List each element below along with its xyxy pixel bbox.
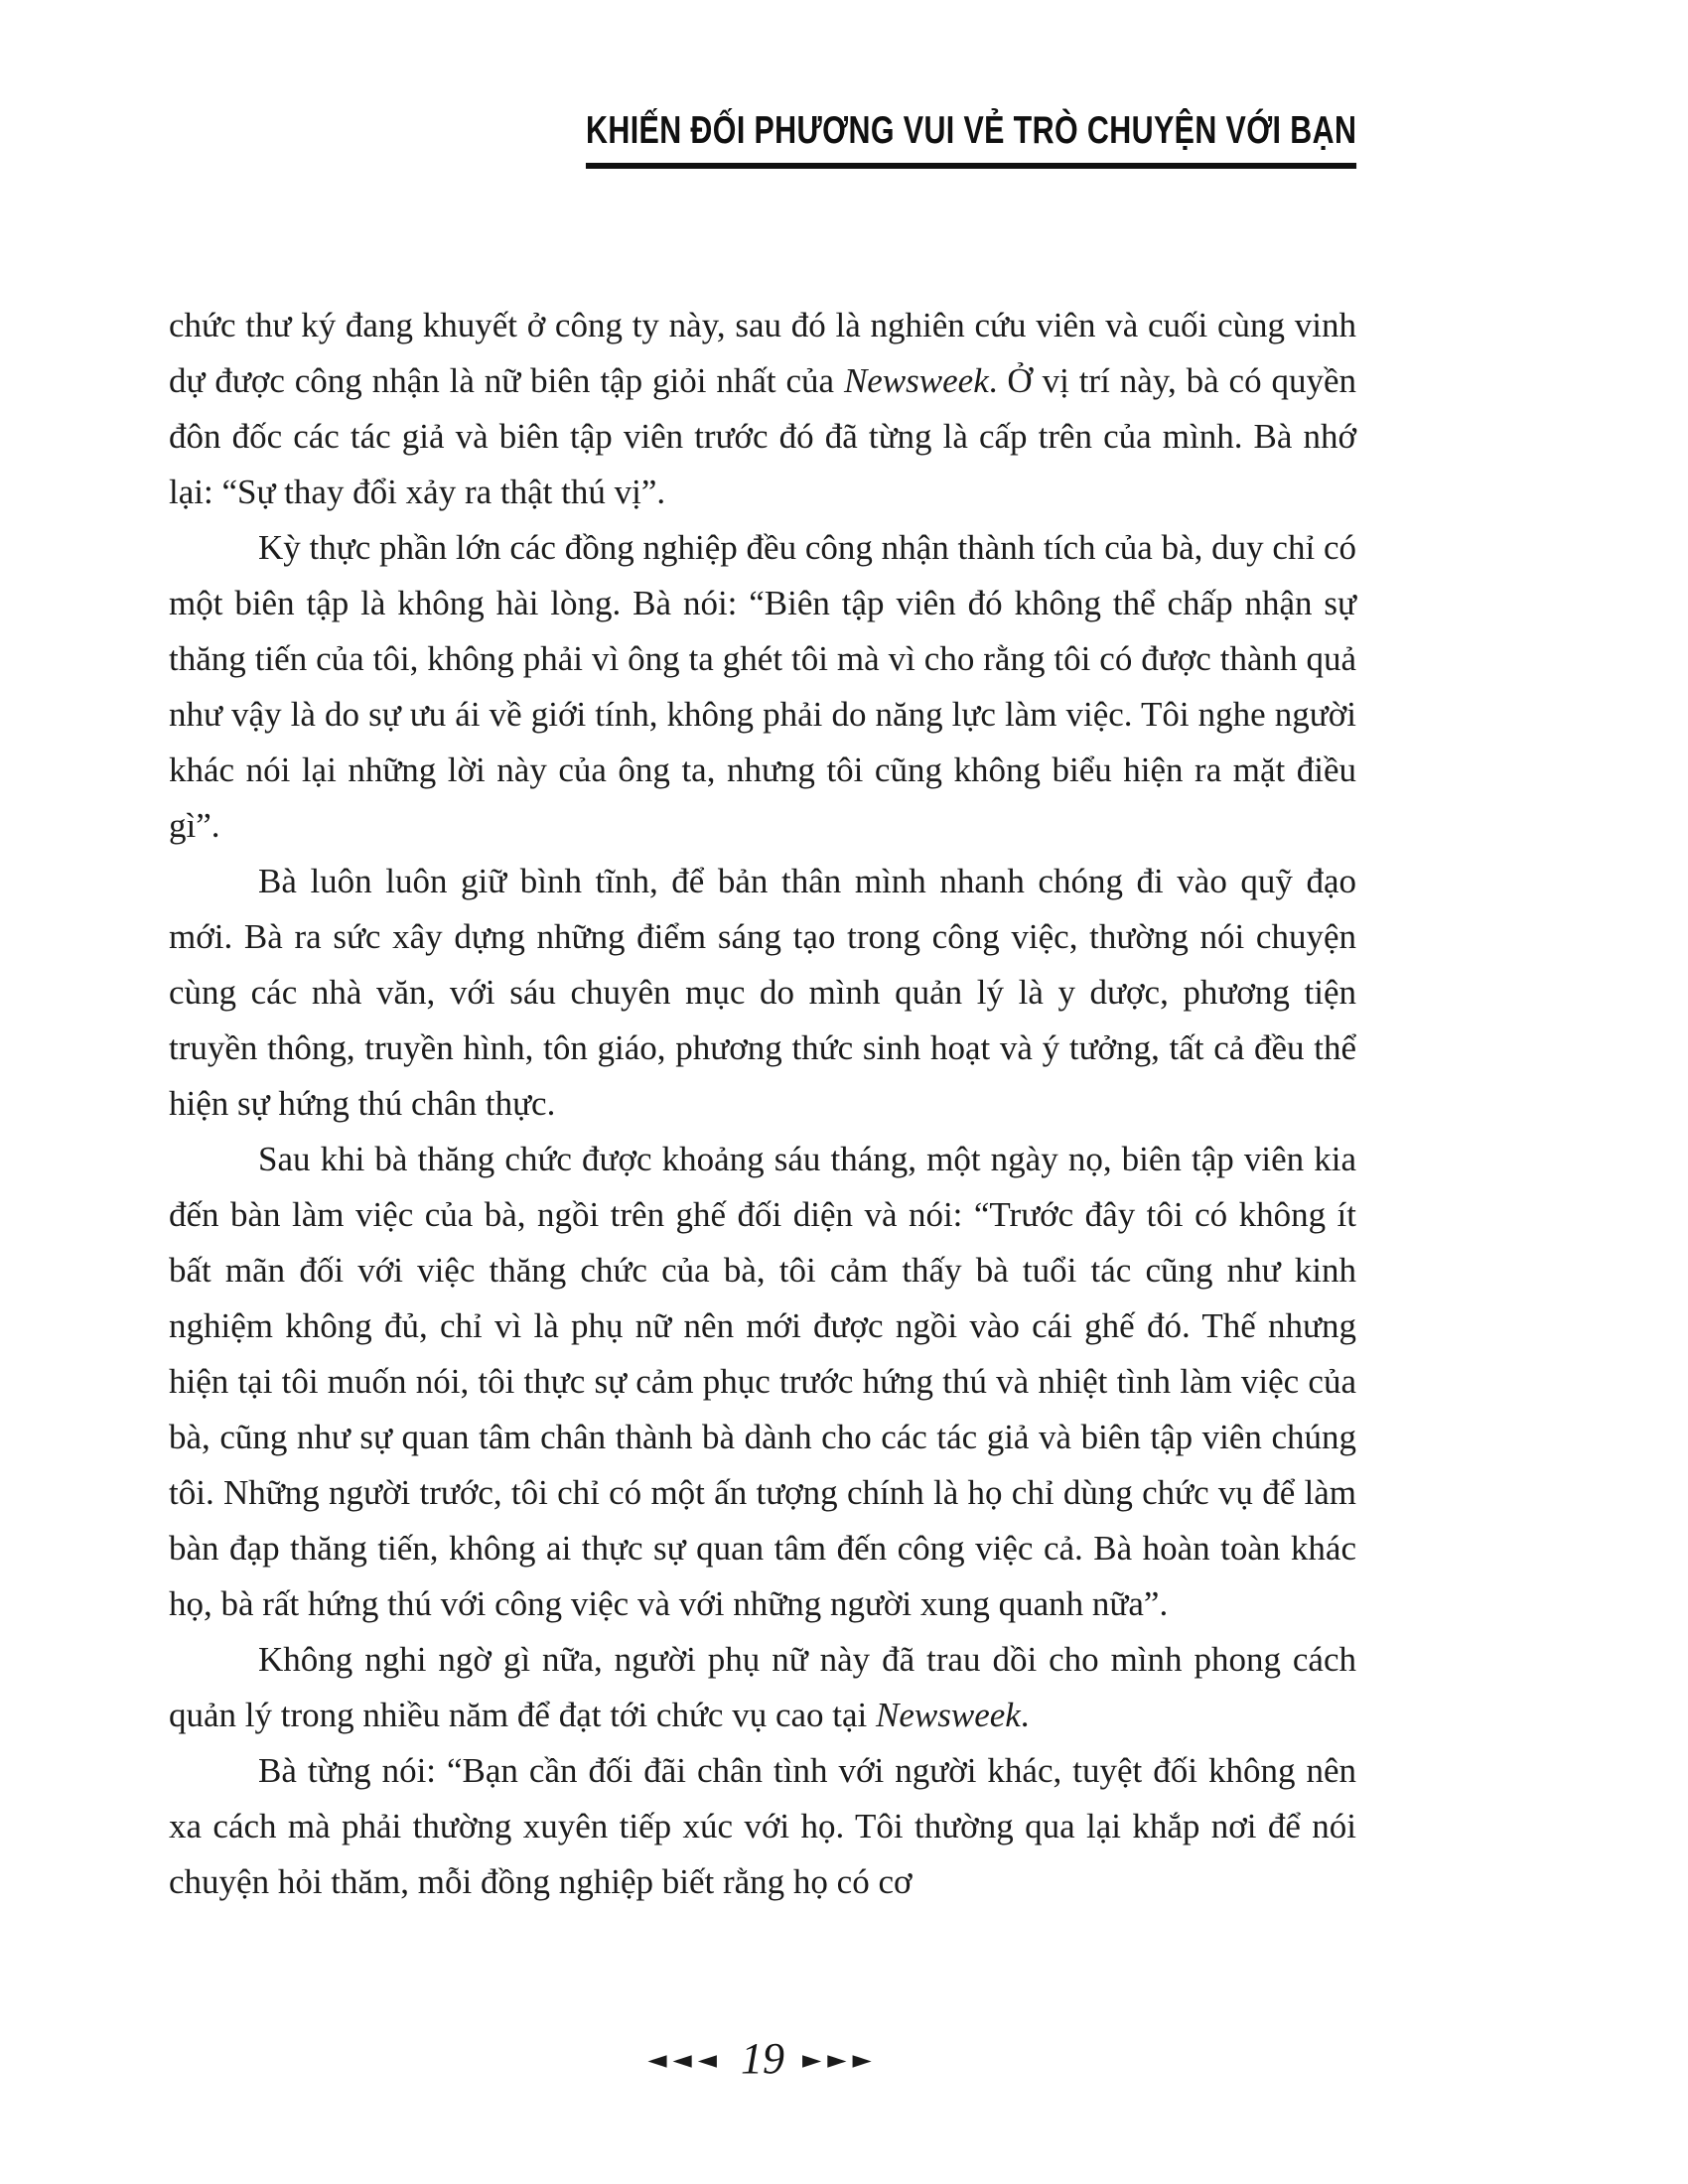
left-arrows-icon: ◄◄◄ xyxy=(647,2044,723,2074)
right-arrows-icon: ►►► xyxy=(802,2044,878,2074)
paragraph xyxy=(169,1132,1356,1632)
content-column xyxy=(169,0,1356,1910)
paragraph xyxy=(169,1632,1356,1743)
paragraph xyxy=(169,854,1356,1132)
text-segment: Sau khi bà thăng chức được khoảng sáu tháng, một ngày nọ, biên tập viên kia đến bàn làm việc của bà, ngồi trên ghế đối diện và nói: “Trước đây tôi có không ít bất mãn đối với việc thăng chức của bà, tôi cảm thấy bà tuổi tác cũng như kinh nghiệm không đủ, chỉ vì là phụ nữ nên mới được ngồi vào cái ghế đó. Thế nhưng hiện tại tôi muốn nói, tôi thực sự cảm phục trước hứng thú và nhiệt tình làm việc của bà, cũng như sự quan tâm chân thành bà dành cho các tác giả và biên tập viên chúng tôi. Những người trước, tôi chỉ có một ấn tượng chính là họ chỉ dùng chức vụ để làm bàn đạp thăng tiến, không ai thực sự quan tâm đến công việc cả. Bà hoàn toàn khác họ, bà rất hứng thú với công việc và với những người xung quanh nữa”. xyxy=(169,1140,1356,1623)
running-header xyxy=(169,0,1356,169)
body-text xyxy=(169,298,1356,1910)
text-segment: Kỳ thực phần lớn các đồng nghiệp đều công nhận thành tích của bà, duy chỉ có một biên tập là không hài lòng. Bà nói: “Biên tập viên đó không thể chấp nhận sự thăng tiến của tôi, không phải vì ông ta ghét tôi mà vì cho rằng tôi có được thành quả như vậy là do sự ưu ái về giới tính, không phải do năng lực làm việc. Tôi nghe người khác nói lại những lời này của ông ta, nhưng tôi cũng không biểu hiện ra mặt điều gì”. xyxy=(169,528,1356,845)
text-segment: chức thư ký đang khuyết ở công ty này, sau đó là nghiên cứu viên và cuối cùng vinh dự được công nhận là nữ biên tập giỏi nhất của xyxy=(169,306,1356,400)
text-segment: Không nghi ngờ gì nữa, người phụ nữ này đã trau dồi cho mình phong cách quản lý trong nhiều năm để đạt tới chức vụ cao tại xyxy=(169,1640,1356,1734)
page-number: 19 xyxy=(741,2034,784,2083)
paragraph xyxy=(169,520,1356,854)
paragraph xyxy=(169,298,1356,520)
italic-text-segment: Newsweek xyxy=(843,361,989,400)
text-segment: . Ở vị trí này, bà có quyền đôn đốc các tác giả và biên tập viên trước đó đã từng là cấp trên của mình. Bà nhớ lại: “Sự thay đổi xảy ra thật thú vị”. xyxy=(169,361,1356,511)
paragraph xyxy=(169,1743,1356,1910)
running-header-title: KHIẾN ĐỐI PHƯƠNG VUI VẺ TRÒ CHUYỆN VỚI BẠN xyxy=(586,109,1356,169)
text-segment: Bà từng nói: “Bạn cần đối đãi chân tình với người khác, tuyệt đối không nên xa cách mà phải thường xuyên tiếp xúc với họ. Tôi thường qua lại khắp nơi để nói chuyện hỏi thăm, mỗi đồng nghiệp biết rằng họ có cơ xyxy=(169,1751,1356,1901)
page-number-ornament xyxy=(647,2034,878,2083)
italic-text-segment: Newsweek xyxy=(876,1696,1021,1734)
page-footer xyxy=(169,2034,1356,2083)
text-segment: Bà luôn luôn giữ bình tĩnh, để bản thân mình nhanh chóng đi vào quỹ đạo mới. Bà ra sức xây dựng những điểm sáng tạo trong công việc, thường nói chuyện cùng các nhà văn, với sáu chuyên mục do mình quản lý là y dược, phương tiện truyền thông, truyền hình, tôn giáo, phương thức sinh hoạt và ý tưởng, tất cả đều thể hiện sự hứng thú chân thực. xyxy=(169,862,1356,1123)
text-segment: . xyxy=(1020,1696,1030,1734)
